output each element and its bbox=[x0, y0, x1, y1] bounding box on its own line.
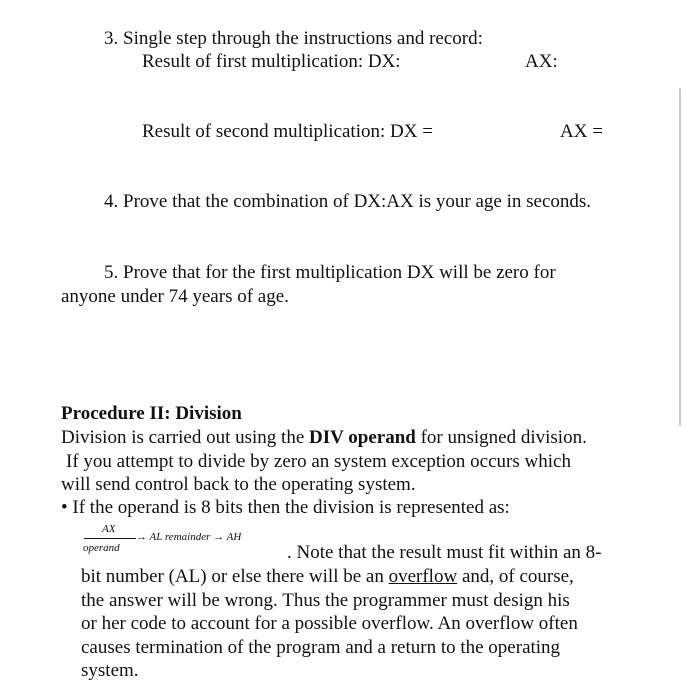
step5-line1: 5. Prove that for the first multiplication DX will be zero for bbox=[104, 262, 556, 283]
procedure-paragraph-line3: will send control back to the operating system. bbox=[61, 474, 416, 495]
overflow-term: overflow bbox=[388, 566, 458, 587]
procedure-heading: Procedure II: Division bbox=[61, 403, 242, 424]
note-line5: causes termination of the program and a return to the operating bbox=[81, 637, 561, 658]
formula-denominator: operand bbox=[83, 542, 120, 554]
p1-pre: Division is carried out using the bbox=[61, 427, 310, 448]
procedure-paragraph-line2: If you attempt to divide by zero an system exception occurs which bbox=[66, 451, 571, 472]
bullet-item bbox=[61, 496, 510, 520]
note-line4: or her code to account for a possible overflow. An overflow often bbox=[81, 613, 578, 634]
vertical-scrollbar[interactable] bbox=[679, 88, 681, 426]
first-multiplication-ax-label: AX: bbox=[525, 51, 558, 72]
step3-title: 3. Single step through the instructions and record: bbox=[104, 28, 483, 49]
step4-text: 4. Prove that the combination of DX:AX is your age in seconds. bbox=[104, 191, 592, 212]
fraction-bar bbox=[84, 538, 136, 539]
note-line1: . Note that the result must fit within an 8- bbox=[287, 542, 602, 563]
note2-post: and, of course, bbox=[457, 566, 574, 587]
second-multiplication-dx-label: Result of second multiplication: DX = bbox=[142, 121, 433, 142]
step5-line2: anyone under 74 years of age. bbox=[61, 286, 289, 307]
procedure-paragraph-line1 bbox=[61, 426, 587, 450]
bullet-text: If the operand is 8 bits then the division is represented as: bbox=[72, 497, 510, 518]
note-line3: the answer will be wrong. Thus the programmer must design his bbox=[81, 590, 570, 611]
division-formula bbox=[80, 523, 300, 559]
p1-post: for unsigned division. bbox=[415, 427, 587, 448]
formula-numerator: AX bbox=[102, 523, 116, 535]
note-line2 bbox=[81, 565, 574, 589]
second-multiplication-ax-label: AX = bbox=[560, 121, 603, 142]
first-multiplication-dx-label: Result of first multiplication: DX: bbox=[142, 51, 401, 72]
formula-result: → AL remainder → AH bbox=[136, 531, 242, 543]
bullet-icon: • bbox=[61, 497, 68, 518]
div-operand-term: DIV operand bbox=[309, 427, 416, 448]
note2-pre: bit number (AL) or else there will be an bbox=[81, 566, 389, 587]
note-line6: system. bbox=[81, 660, 139, 681]
